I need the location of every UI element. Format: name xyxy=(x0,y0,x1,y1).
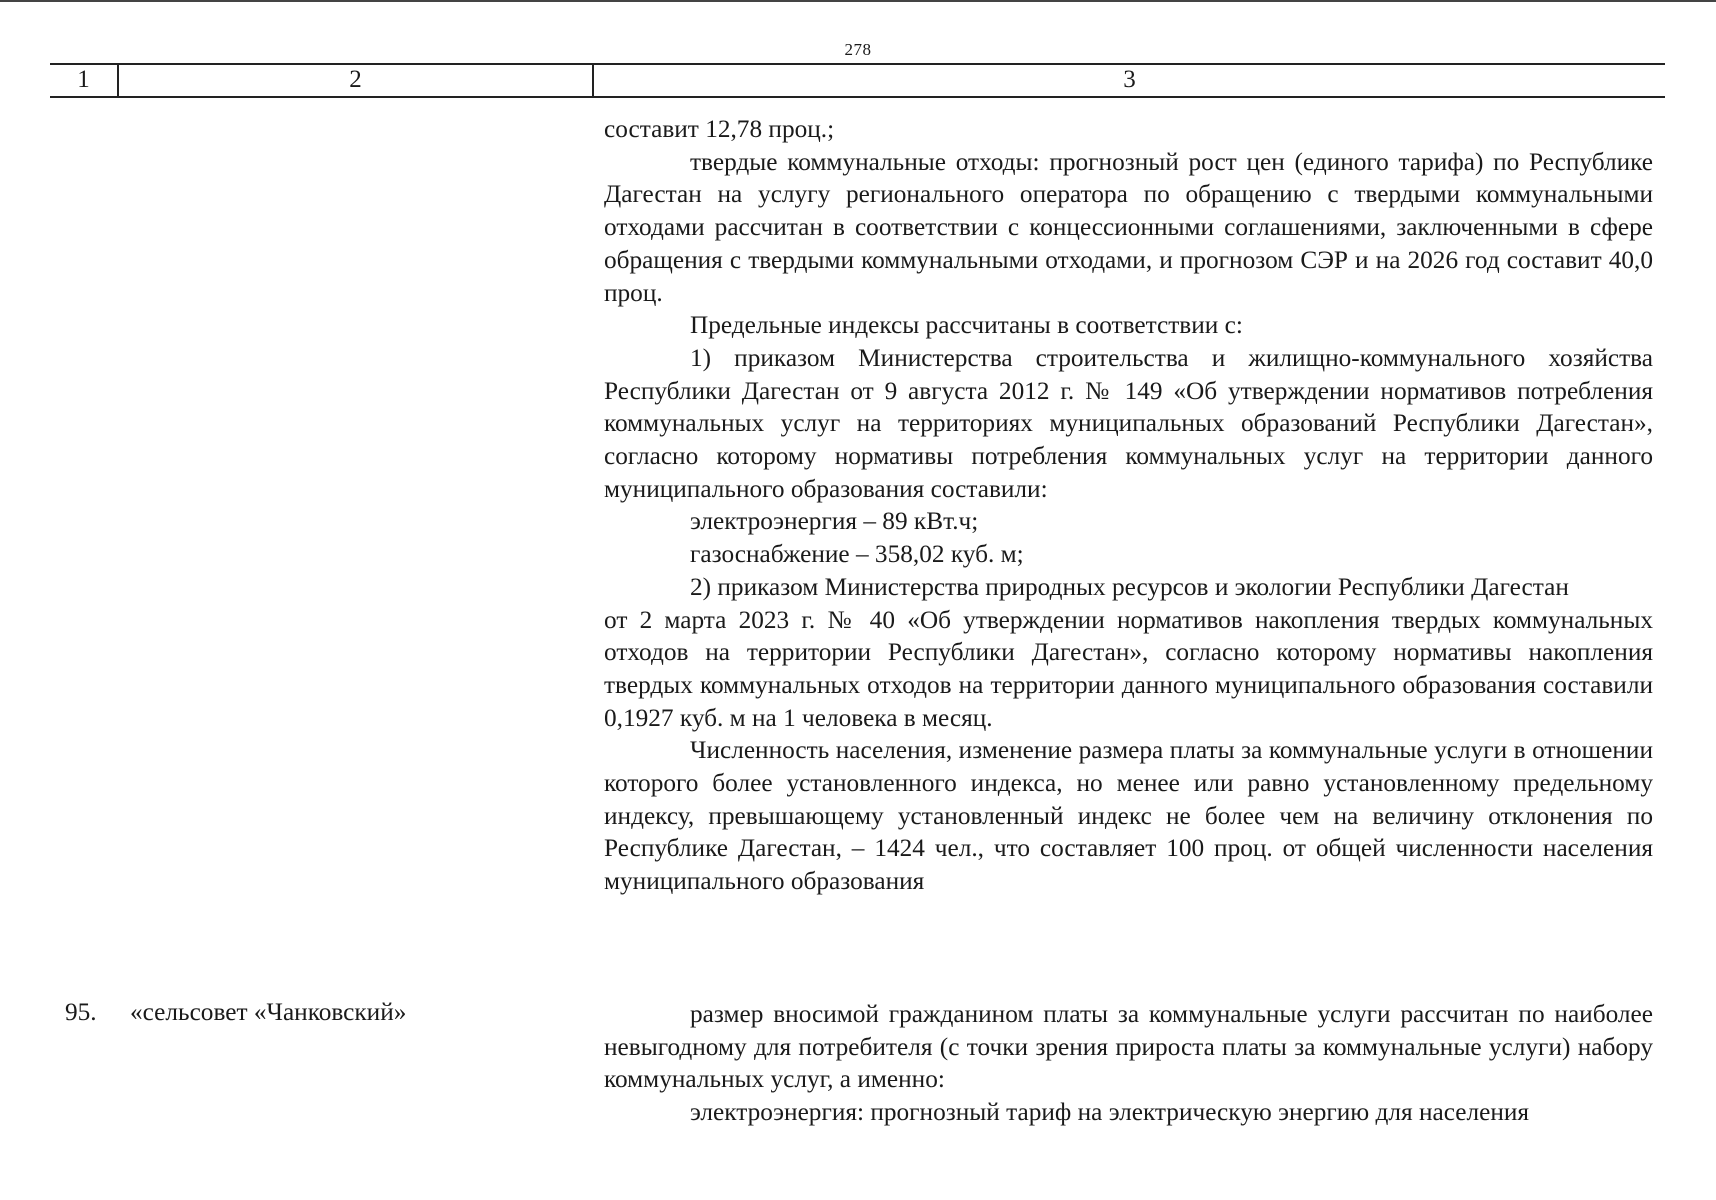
paragraph: 2) приказом Министерства природных ресурсов и экологии Республики Дагестан xyxy=(690,572,1569,601)
paragraph: размер вносимой гражданином платы за коммунальные услуги рассчитан по наиболее невыгодному для потребителя (с точки зрения прироста платы за коммунальные услуги) набору коммунальных услуг, а именно: xyxy=(604,1000,1653,1094)
row-number: 95. xyxy=(65,998,97,1026)
scan-top-edge xyxy=(0,0,1716,2)
column-number-2: 2 xyxy=(349,66,362,93)
paragraph: электроэнергия – 89 кВт.ч; xyxy=(690,507,979,536)
paragraph: составит 12,78 проц.; xyxy=(604,115,835,143)
column-number-1: 1 xyxy=(77,66,90,93)
paragraph: газоснабжение – 358,02 куб. м; xyxy=(690,540,1024,569)
paragraph: 1) приказом Министерства строительства и жилищно-коммунального хозяйства Республики Дагестан от 9 августа 2012 г. № 149 «Об утверждении нормативов потребления коммунальных услуг на территориях муниципальных образований Республики Дагестан», согласно которому нормативы потребления коммунальных услуг на территории данного муниципального образования составили: xyxy=(604,343,1653,503)
paragraph: от 2 марта 2023 г. № 40 «Об утверждении нормативов накопления твердых коммунальных отходов на территории Республики Дагестан», согласно которому нормативы накопления твердых коммунальных отходов на территории данного муниципального образования составили 0,1927 куб. м на 1 человека в месяц. xyxy=(604,605,1653,732)
header-top-rule xyxy=(50,63,1665,65)
header-bottom-rule xyxy=(50,96,1665,98)
municipality-name: «сельсовет «Чанковский» xyxy=(130,998,407,1026)
page-number: 278 xyxy=(844,40,872,59)
row-94-text xyxy=(604,113,1653,898)
column-number-3: 3 xyxy=(1123,66,1136,93)
paragraph: твердые коммунальные отходы: прогнозный рост цен (единого тарифа) по Республике Дагестан на услугу регионального оператора по обращению с твердыми коммунальными отходами рассчитан в соответствии с концессионными соглашениями, заключенными в сфере обращения с твердыми коммунальными отходами, и прогнозом СЭР и на 2026 год составит 40,0 проц. xyxy=(604,147,1653,307)
paragraph: Численность населения, изменение размера платы за коммунальные услуги в отношении которого более установленного индекса, но менее или равно установленному предельному индексу, превышающему установленный индекс не более чем на величину отклонения по Республике Дагестан, – 1424 чел., что составляет 100 проц. от общей численности населения муниципального образования xyxy=(604,736,1653,896)
paragraph: Предельные индексы рассчитаны в соответствии с: xyxy=(690,311,1243,340)
row-95-text xyxy=(604,998,1653,1129)
paragraph: электроэнергия: прогнозный тариф на электрическую энергию для населения xyxy=(690,1098,1530,1127)
